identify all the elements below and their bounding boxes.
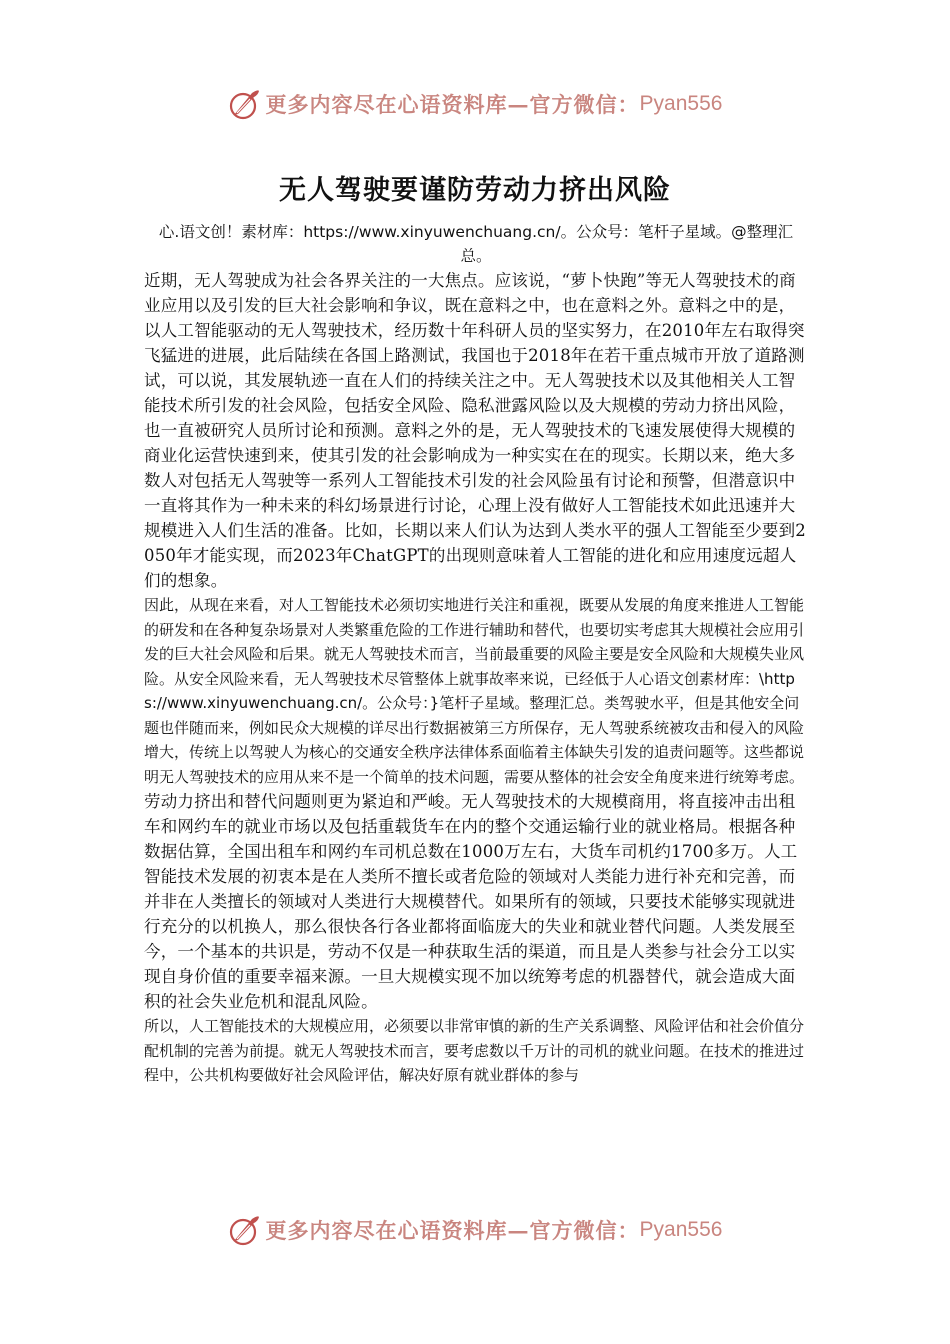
footer-banner <box>0 1210 950 1250</box>
paragraph-2: 因此，从现在来看，对人工智能技术必须切实地进行关注和重视，既要从发展的角度来推进人工智能的研发和在各种复杂场景对人类繁重危险的工作进行辅助和替代，也要切实考虑其大规模社会应用引发的巨大社会风险和后果。就无人驾驶技术而言，当前最重要的风险主要是安全风险和大规模失业风险。从安全风险来看，无人驾驶技术尽管整体上就事故率来说，已经低于人心语文创素材库：\https://www.xinyuwenchuang.cn/。公众号：}笔杆子星域。整理汇总。类驾驶水平，但是其他安全问题也伴随而来，例如民众大规模的详尽出行数据被第三方所保存，无人驾驶系统被攻击和侵入的风险增大，传统上以驾驶人为核心的交通安全秩序法律体系面临着主体缺失引发的追责问题等。这些都说明无人驾驶技术的应用从来不是一个简单的技术问题，需要从整体的社会安全角度来进行统筹考虑。 <box>144 596 805 786</box>
paragraph-3: 劳动力挤出和替代问题则更为紧迫和严峻。无人驾驶技术的大规模商用，将直接冲击出租车和网约车的就业市场以及包括重载货车在内的整个交通运输行业的就业格局。根据各种数据估算，全国出租车和网约车司机总数在1000万左右，大货车司机约1700多万。人工智能技术发展的初衷本是在人类所不擅长或者危险的领域对人类能力进行补充和完善，而并非在人类擅长的领域对人类进行大规模替代。如果所有的领域，只要技术能够实现就进行充分的以机换人，那么很快各行各业都将面临庞大的失业和就业替代问题。人类发展至今，一个基本的共识是，劳动不仅是一种获取生活的渠道，而且是人类参与社会分工以实现自身价值的重要幸福来源。一旦大规模实现不加以统筹考虑的机器替代，就会造成大面积的社会失业危机和混乱风险。 <box>144 792 798 1011</box>
quill-logo-icon <box>228 1213 262 1247</box>
banner-contact: Pyan556 <box>639 92 723 115</box>
banner-text: 更多内容尽在心语资料库—官方微信： <box>265 1218 640 1243</box>
article-title: 无人驾驶要谨防劳动力挤出风险 <box>279 175 671 207</box>
quill-logo-icon <box>228 87 262 121</box>
paragraph-1: 近期，无人驾驶成为社会各界关注的一大焦点。应该说，“萝卜快跑”等无人驾驶技术的商业应用以及引发的巨大社会影响和争议，既在意料之中，也在意料之外。意料之中的是，以人工智能驱动的无人驾驶技术，经历数十年科研人员的坚实努力，在2010年左右取得突飞猛进的进展，此后陆续在各国上路测试，我国也于2018年在若干重点城市开放了道路测试，可以说，其发展轨迹一直在人们的持续关注之中。无人驾驶技术以及其他相关人工智能技术所引发的社会风险，包括安全风险、隐私泄露风险以及大规模的劳动力挤出风险，也一直被研究人员所讨论和预测。意料之外的是，无人驾驶技术的飞速发展使得大规模的商业化运营快速到来，使其引发的社会影响成为一种实实在在的现实。长期以来，绝大多数人对包括无人驾驶等一系列人工智能技术引发的社会风险虽有讨论和预警，但潜意识中一直将其作为一种未来的科幻场景进行讨论，心理上没有做好人工智能技术如此迅速并大规模进入人们生活的准备。比如，长期以来人们认为达到人类水平的强人工智能至少要到2050年才能实现，而2023年ChatGPT的出现则意味着人工智能的进化和应用速度远超人们的想象。 <box>144 271 806 590</box>
article-body <box>144 220 808 1088</box>
banner-text: 更多内容尽在心语资料库—官方微信： <box>265 92 640 117</box>
source-line: 心.语文创！素材库：https://www.xinyuwenchuang.cn/。公众号：笔杆子星域。@整理汇总。 <box>158 223 794 265</box>
banner-contact: Pyan556 <box>639 1218 723 1241</box>
paragraph-4: 所以，人工智能技术的大规模应用，必须要以非常审慎的新的生产关系调整、风险评估和社会价值分配机制的完善为前提。就无人驾驶技术而言，要考虑数以千万计的司机的就业问题。在技术的推进过程中，公共机构要做好社会风险评估，解决好原有就业群体的参与 <box>144 1017 805 1084</box>
header-banner <box>0 84 950 124</box>
